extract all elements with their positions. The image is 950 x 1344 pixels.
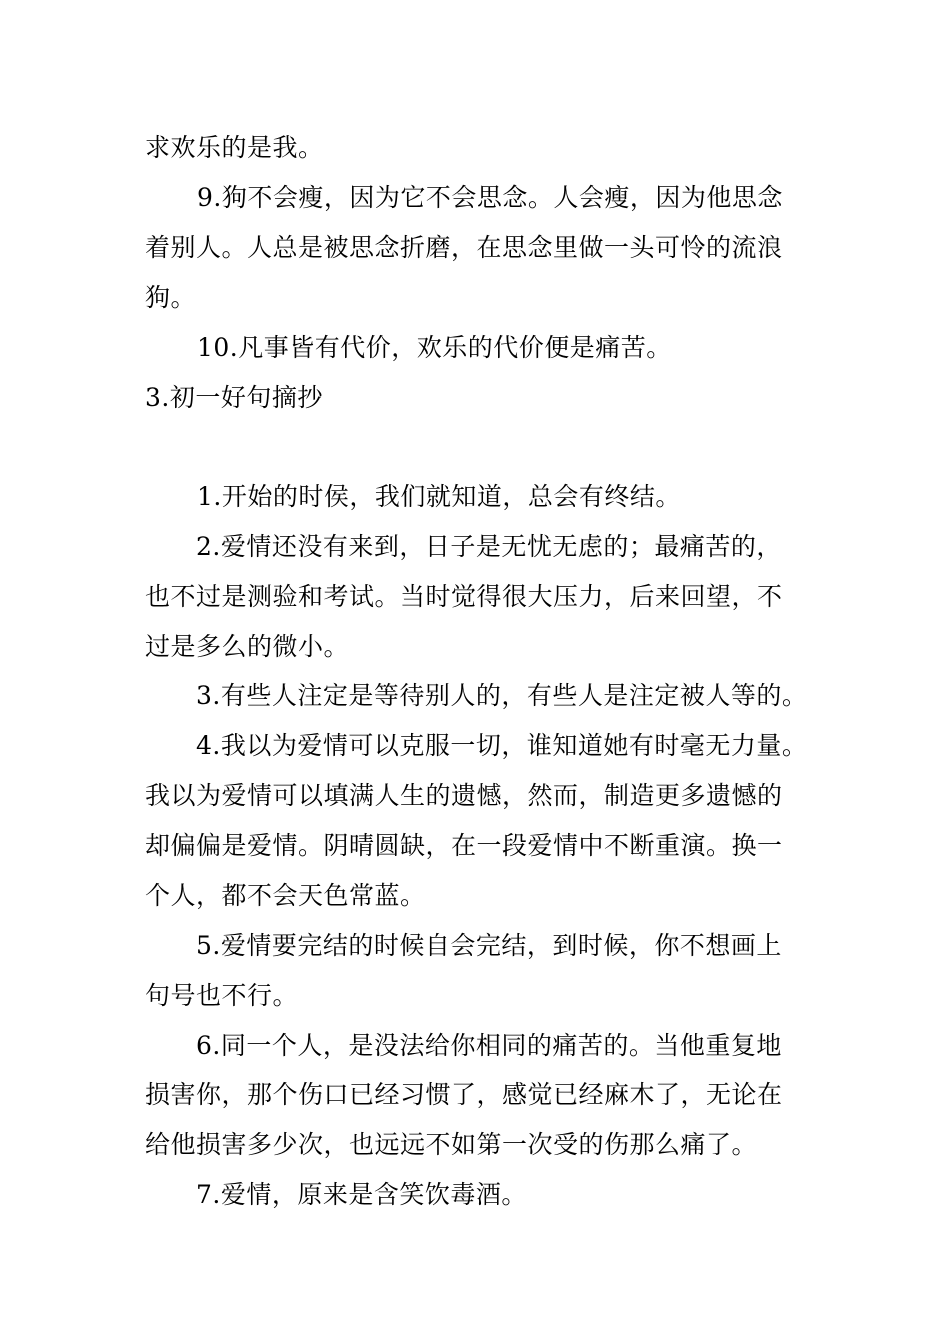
item-4-line-2: 我以为爱情可以填满人生的遗憾，然而，制造更多遗憾的 [145, 781, 783, 810]
item-6-line-3: 给他损害多少次，也远远不如第一次受的伤那么痛了。 [145, 1130, 758, 1159]
item-5-line-1: 5.爱情要完结的时候自会完结，到时候，你不想画上 [196, 931, 782, 960]
item-4-line-4: 个人，都不会天色常蓝。 [145, 881, 426, 910]
item-3: 3.有些人注定是等待别人的，有些人是注定被人等的。 [196, 681, 808, 710]
item-2-line-2: 也不过是测验和考试。当时觉得很大压力，后来回望，不 [145, 582, 783, 611]
item-1: 1.开始的时侯，我们就知道，总会有终结。 [197, 482, 681, 511]
item-5-line-2: 句号也不行。 [145, 981, 299, 1010]
text-line: 求欢乐的是我。 [145, 133, 324, 162]
item-4-line-1: 4.我以为爱情可以克服一切，谁知道她有时毫无力量。 [196, 731, 808, 760]
paragraph-9-line-1: 9.狗不会瘦，因为它不会思念。人会瘦，因为他思念 [197, 183, 783, 212]
paragraph-10: 10.凡事皆有代价，欢乐的代价便是痛苦。 [197, 333, 672, 362]
item-7: 7.爱情，原来是含笑饮毒酒。 [196, 1180, 527, 1209]
paragraph-9-line-3: 狗。 [145, 283, 197, 312]
item-4-line-3: 却偏偏是爱情。阴晴圆缺，在一段爱情中不断重演。换一 [145, 831, 783, 860]
item-6-line-1: 6.同一个人，是没法给你相同的痛苦的。当他重复地 [196, 1031, 782, 1060]
item-2-line-3: 过是多么的微小。 [145, 632, 350, 661]
paragraph-9-line-2: 着别人。人总是被思念折磨，在思念里做一头可怜的流浪 [145, 233, 783, 262]
item-2-line-1: 2.爱情还没有来到，日子是无忧无虑的；最痛苦的， [196, 532, 782, 561]
section-heading: 3.初一好句摘抄 [145, 383, 323, 412]
item-6-line-2: 损害你，那个伤口已经习惯了，感觉已经麻木了，无论在 [145, 1080, 783, 1109]
